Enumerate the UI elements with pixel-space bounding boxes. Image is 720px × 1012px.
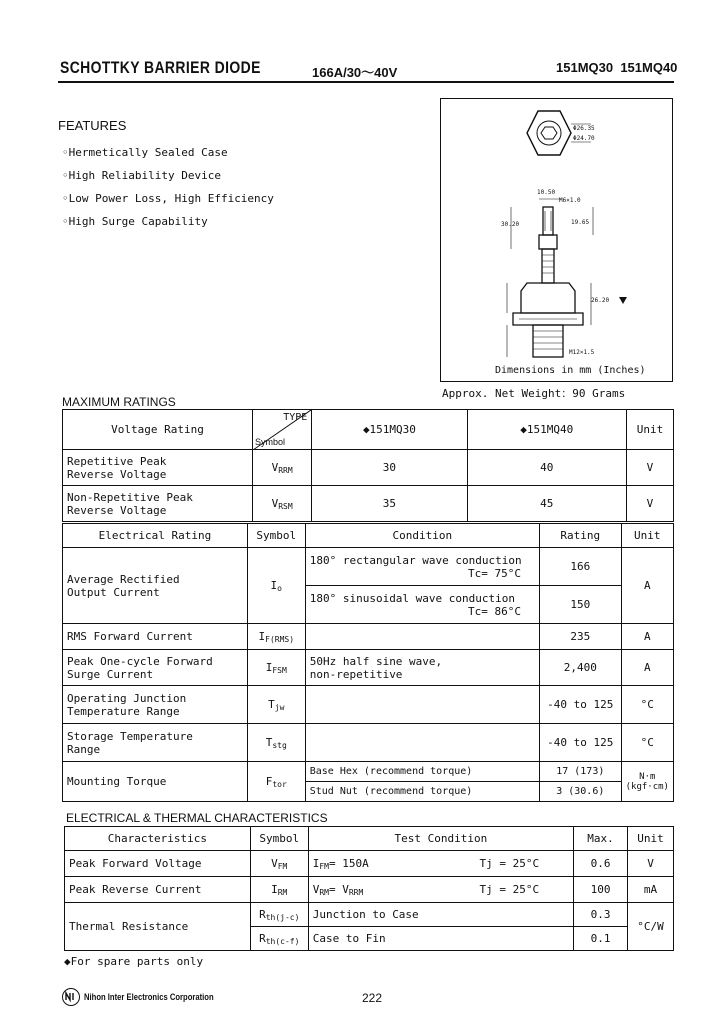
dim-label: Φ26.35 (573, 125, 595, 132)
table-row (65, 827, 674, 851)
type-label: TYPE (283, 412, 308, 423)
max-cell: 0.1 (574, 927, 628, 951)
max-cell: 100 (574, 877, 628, 903)
param-cell: RMS Forward Current (63, 624, 248, 650)
condition-cell: 50Hz half sine wave, non-repetitive (305, 650, 539, 686)
rating-cell: 3 (30.6) (539, 782, 621, 802)
param-cell: Repetitive Peak Reverse Voltage (63, 450, 253, 486)
condition-text: 180° sinusoidal wave conduction (309, 591, 516, 605)
table-row (63, 762, 674, 782)
table-row (65, 903, 674, 927)
elec-thermal-table (64, 826, 674, 951)
voltage-rating-header: Voltage Rating (63, 410, 253, 450)
dim-label: 26.20 (591, 297, 610, 304)
max-cell: 0.6 (574, 851, 628, 877)
table-row (63, 410, 674, 450)
company-logo-icon (63, 989, 78, 1004)
footnote: ◆For spare parts only (64, 955, 204, 968)
company-name: Nihon Inter Electronics Corporation (84, 992, 214, 1002)
condition-cell (305, 548, 539, 586)
unit-cell: V (626, 486, 673, 522)
condition-cell: Junction to Case (308, 903, 573, 927)
dim-label: M6×1.0 (559, 197, 581, 204)
page-number: 222 (362, 991, 383, 1005)
param-cell: Non-Repetitive Peak Reverse Voltage (63, 486, 253, 522)
table-row (63, 686, 674, 724)
symbol-cell: $V_{RSM}$ (253, 486, 312, 522)
unit-cell: A (621, 548, 673, 624)
condition-cell (305, 724, 539, 762)
value-cell: 40 (467, 450, 626, 486)
elec-thermal-heading: ELECTRICAL & THERMAL CHARACTERISTICS (66, 811, 328, 825)
table-row (63, 486, 674, 522)
condition-cell (305, 624, 539, 650)
col-header: Unit (621, 524, 673, 548)
col-header: Condition (305, 524, 539, 548)
max-ratings-table (62, 409, 674, 522)
table-row (63, 524, 674, 548)
symbol-cell: $T_{stg}$ (247, 724, 305, 762)
condition-text: 180° rectangular wave conduction (309, 553, 522, 567)
condition-cell: $V_{RM}= V_{RRM}$ Tj = 25°C (308, 877, 573, 903)
feature-item: ◦ Hermetically Sealed Case (62, 146, 274, 169)
symbol-cell: $I_{FSM}$ (247, 650, 305, 686)
condition-cell: Case to Fin (308, 927, 573, 951)
table-row (63, 548, 674, 586)
col-header: Symbol (247, 524, 305, 548)
unit-cell: °C/W (628, 903, 674, 951)
char-cell: Thermal Resistance (65, 903, 251, 951)
col-header: Max. (574, 827, 628, 851)
feature-item: ◦ High Reliability Device (62, 169, 274, 192)
dim-label: Φ24.70 (573, 135, 595, 142)
table-row (63, 650, 674, 686)
param-cell: Storage Temperature Range (63, 724, 248, 762)
col-header: Unit (628, 827, 674, 851)
symbol-label: Symbol (255, 437, 286, 447)
condition-temp: Tc= 75°C (468, 566, 521, 580)
unit-header: Unit (626, 410, 673, 450)
company-logo (62, 988, 80, 1006)
condition-temp: Tc= 86°C (468, 604, 521, 618)
rating-cell: 235 (539, 624, 621, 650)
table-row (65, 877, 674, 903)
symbol-cell: $I_{RM}$ (250, 877, 308, 903)
rating-cell: 166 (539, 548, 621, 586)
electrical-ratings-table (62, 523, 674, 802)
dim-label: 30.20 (501, 221, 520, 228)
features-heading: FEATURES (58, 118, 127, 133)
symbol-cell: $R_{th(c-f)}$ (250, 927, 308, 951)
unit-cell: °C (621, 724, 673, 762)
part-b-header: ◆151MQ40 (467, 410, 626, 450)
col-header: Characteristics (65, 827, 251, 851)
unit-cell: °C (621, 686, 673, 724)
table-row (63, 450, 674, 486)
condition-cell: Stud Nut (recommend torque) (305, 782, 539, 802)
rating-cell: -40 to 125 (539, 724, 621, 762)
col-header: Test Condition (308, 827, 573, 851)
dim-label: 10.50 (537, 189, 556, 196)
rating-cell: -40 to 125 (539, 686, 621, 724)
symbol-cell: $F_{tor}$ (247, 762, 305, 802)
doc-part-numbers: 151MQ30 151MQ40 (556, 60, 678, 75)
param-cell: Peak One-cycle Forward Surge Current (63, 650, 248, 686)
table-row (65, 851, 674, 877)
condition-cell (305, 586, 539, 624)
max-ratings-heading: MAXIMUM RATINGS (62, 395, 176, 409)
dim-label: 19.65 (571, 219, 590, 226)
value-cell: 30 (312, 450, 467, 486)
symbol-cell: $V_{RRM}$ (253, 450, 312, 486)
symbol-cell: $T_{jw}$ (247, 686, 305, 724)
header-rule (58, 81, 674, 83)
symbol-cell: $I_o$ (247, 548, 305, 624)
condition-cell: $I_{FM}= 150A$ Tj = 25°C (308, 851, 573, 877)
unit-cell: A (621, 650, 673, 686)
feature-item: ◦ High Surge Capability (62, 215, 274, 238)
feature-item: ◦ Low Power Loss, High Efficiency (62, 192, 274, 215)
type-symbol-cell (253, 410, 312, 450)
condition-cell: Base Hex (recommend torque) (305, 762, 539, 782)
value-cell: 35 (312, 486, 467, 522)
rating-cell: 17 (173) (539, 762, 621, 782)
symbol-cell: $I_{F(RMS)}$ (247, 624, 305, 650)
dimensions-note: Dimensions in mm (Inches) (495, 365, 646, 376)
doc-title: SCHOTTKY BARRIER DIODE (60, 58, 261, 77)
part-a-header: ◆151MQ30 (312, 410, 467, 450)
col-header: Electrical Rating (63, 524, 248, 548)
features-list (62, 146, 274, 238)
net-weight: Approx. Net Weight：90 Grams (442, 387, 626, 400)
rating-cell: 2,400 (539, 650, 621, 686)
col-header: Rating (539, 524, 621, 548)
unit-cell: A (621, 624, 673, 650)
param-cell: Mounting Torque (63, 762, 248, 802)
param-cell: Average Rectified Output Current (63, 548, 248, 624)
package-drawing-frame (440, 98, 673, 382)
package-outline-drawing (441, 99, 672, 381)
char-cell: Peak Forward Voltage (65, 851, 251, 877)
table-row (63, 724, 674, 762)
value-cell: 45 (467, 486, 626, 522)
table-row (63, 624, 674, 650)
unit-cell: N·m (kgf·cm) (621, 762, 673, 802)
unit-cell: V (626, 450, 673, 486)
unit-cell: V (628, 851, 674, 877)
dim-label: M12×1.5 (569, 349, 595, 356)
rating-cell: 150 (539, 586, 621, 624)
unit-cell: mA (628, 877, 674, 903)
symbol-cell: $R_{th(j-c)}$ (250, 903, 308, 927)
condition-cell (305, 686, 539, 724)
doc-rating: 166A/30～40V (312, 65, 398, 80)
param-cell: Operating Junction Temperature Range (63, 686, 248, 724)
max-cell: 0.3 (574, 903, 628, 927)
char-cell: Peak Reverse Current (65, 877, 251, 903)
col-header: Symbol (250, 827, 308, 851)
symbol-cell: $V_{FM}$ (250, 851, 308, 877)
